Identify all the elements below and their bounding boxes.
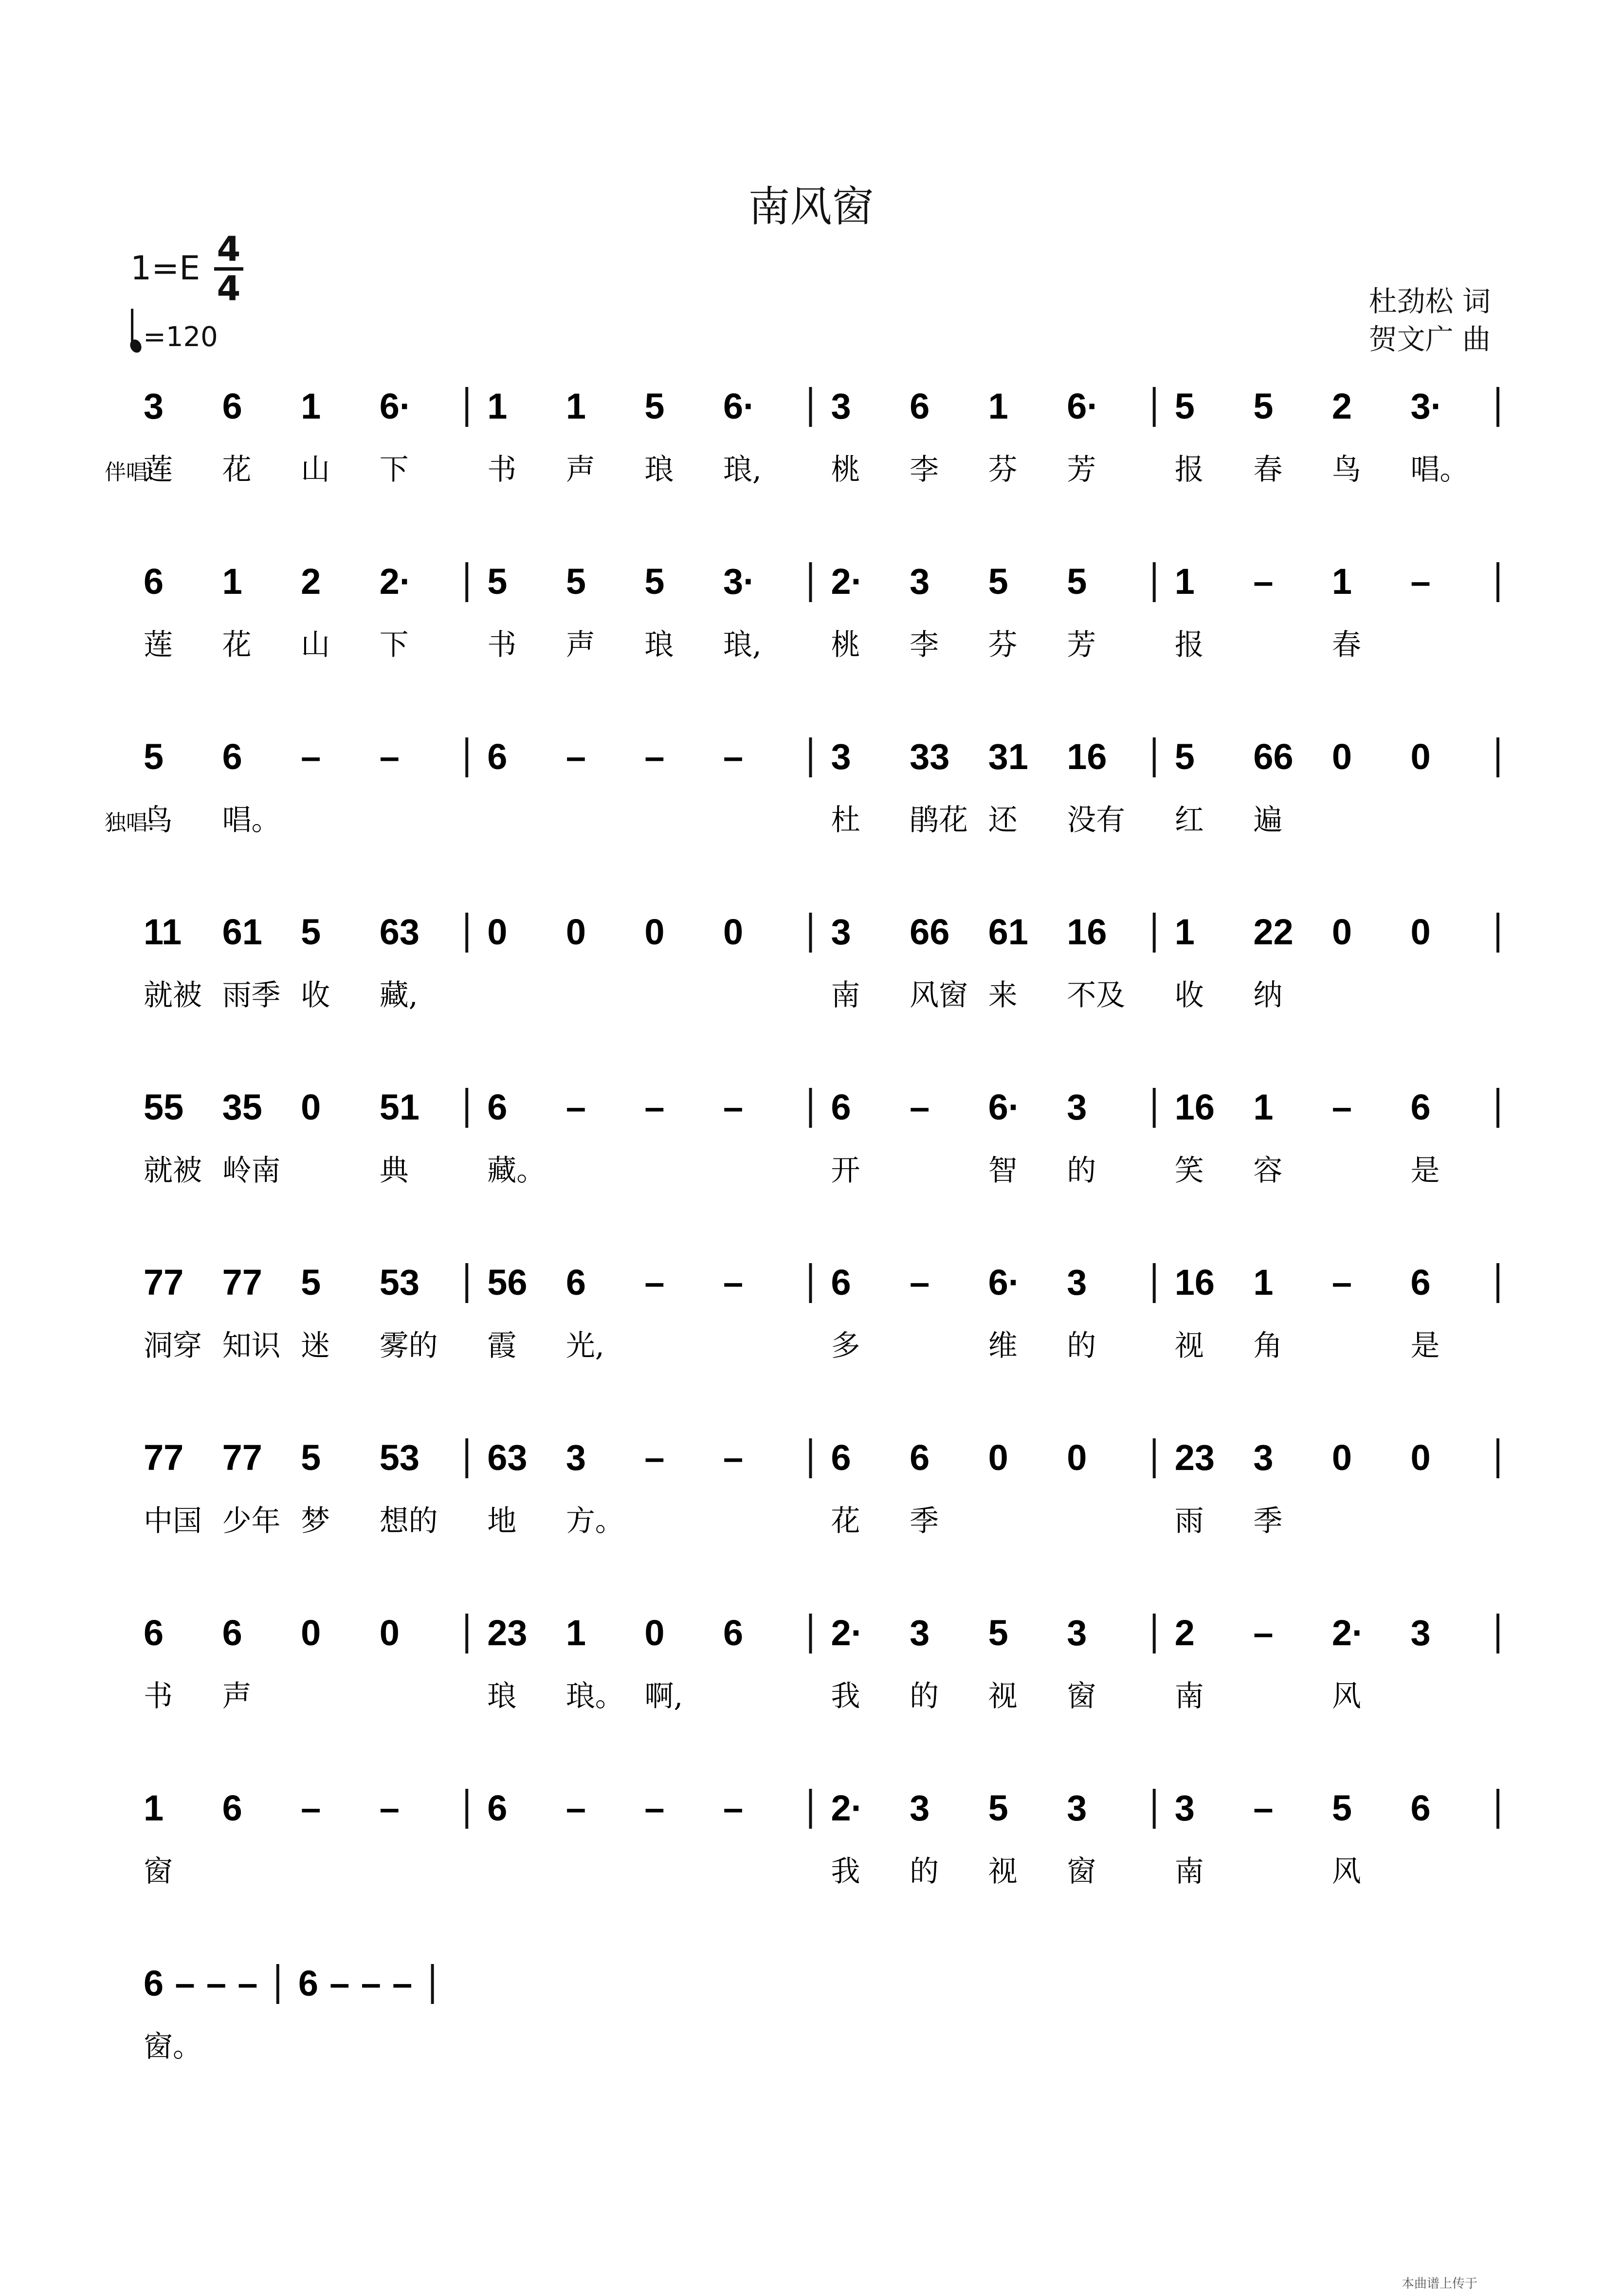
lyric: 鸟	[1331, 453, 1361, 487]
note: –	[910, 1262, 930, 1303]
note: –	[379, 736, 400, 777]
lyric: 藏。	[487, 1154, 546, 1188]
lyric: 报	[1174, 628, 1204, 662]
note: 5	[1067, 561, 1087, 602]
note: 1	[144, 1788, 164, 1828]
barline	[809, 387, 812, 427]
note: 33	[910, 736, 950, 777]
lyric: 我	[831, 1855, 860, 1889]
note: 16	[1067, 736, 1107, 777]
note: –	[1253, 561, 1274, 602]
note: 5	[301, 1437, 321, 1478]
note: 66	[1253, 736, 1294, 777]
note: 0	[301, 1613, 321, 1653]
composer-credit: 贺文广 曲	[1368, 323, 1491, 356]
lyric: 红	[1174, 803, 1204, 837]
note: 0	[1331, 1437, 1352, 1478]
lyric: 窗	[1067, 1855, 1096, 1889]
note: 2·	[1331, 1613, 1364, 1653]
lyric: 的	[1067, 1329, 1096, 1363]
note: 53	[379, 1437, 419, 1478]
barline	[1496, 737, 1499, 777]
lyric: 书	[487, 453, 517, 487]
note: 3	[831, 912, 851, 952]
voice-label: 独唱:	[105, 810, 155, 835]
note: 0	[1331, 912, 1352, 952]
lyric: 霞	[487, 1329, 517, 1363]
lyric: 杜	[831, 803, 860, 837]
note: 5	[301, 912, 321, 952]
barline	[465, 1614, 468, 1653]
lyric: 唱。	[1410, 453, 1469, 487]
note: 5	[301, 1262, 321, 1303]
note: –	[723, 1788, 744, 1828]
note: –	[392, 1963, 413, 2003]
note: 3	[1410, 1613, 1431, 1653]
note: –	[644, 1437, 665, 1478]
note: –	[1253, 1788, 1274, 1828]
note: 6·	[1067, 386, 1099, 426]
lyric: 花	[222, 628, 252, 662]
note: 6	[144, 561, 164, 602]
time-signature-top: 4	[217, 229, 241, 269]
note: 5	[988, 1613, 1008, 1653]
note: 5	[144, 736, 164, 777]
note: 3	[565, 1437, 586, 1478]
lyric: 光,	[565, 1329, 604, 1363]
barline	[1153, 387, 1156, 427]
note: 6	[487, 736, 508, 777]
lyric: 南	[1174, 1679, 1204, 1713]
note: –	[723, 1087, 744, 1127]
note: 0	[644, 1613, 665, 1653]
lyric: 想的	[379, 1504, 438, 1538]
note: 55	[144, 1087, 184, 1127]
note: 6	[144, 1613, 164, 1653]
lyric: 还	[988, 803, 1018, 837]
lyric: 梦	[301, 1504, 330, 1538]
lyric: 季	[910, 1504, 939, 1538]
note: 2·	[831, 561, 863, 602]
lyric: 迷	[301, 1329, 330, 1363]
barline	[809, 1263, 812, 1303]
note: 1	[487, 386, 508, 426]
note: 63	[487, 1437, 528, 1478]
note: 3	[831, 736, 851, 777]
note: 0	[988, 1437, 1008, 1478]
note: 1	[1174, 912, 1195, 952]
note: 3	[1067, 1788, 1087, 1828]
note: –	[1253, 1613, 1274, 1653]
barline	[1153, 737, 1156, 777]
note: 23	[1174, 1437, 1215, 1478]
note: 6	[565, 1262, 586, 1303]
note: 0	[644, 912, 665, 952]
note: 6	[144, 1963, 164, 2003]
note: 5	[988, 1788, 1008, 1828]
note: 3	[1253, 1437, 1274, 1478]
barline	[465, 913, 468, 953]
barline	[1153, 1263, 1156, 1303]
barline	[1496, 562, 1499, 602]
lyric: 雨	[1174, 1504, 1204, 1538]
note: 63	[379, 912, 419, 952]
lyric: 窗	[1067, 1679, 1096, 1713]
note: 6	[487, 1788, 508, 1828]
lyric: 藏,	[379, 978, 418, 1012]
barline	[465, 1438, 468, 1478]
note: –	[1331, 1262, 1352, 1303]
barline	[809, 737, 812, 777]
note: –	[301, 736, 321, 777]
lyric: 季	[1253, 1504, 1283, 1538]
lyric: 下	[379, 628, 409, 662]
lyric: 琅	[644, 628, 674, 662]
lyric: 纳	[1253, 978, 1283, 1012]
lyric: 窗	[144, 1855, 173, 1889]
note: 6	[831, 1087, 851, 1127]
barline	[465, 1088, 468, 1128]
lyric: 收	[301, 978, 330, 1012]
lyric: 雾的	[379, 1329, 438, 1363]
note: –	[644, 1262, 665, 1303]
lyric: 声	[565, 628, 595, 662]
note: 5	[1174, 386, 1195, 426]
lyric: 笑	[1174, 1154, 1204, 1188]
note: 2·	[831, 1788, 863, 1828]
note: 5	[1331, 1788, 1352, 1828]
note: 3	[910, 561, 930, 602]
barline	[809, 913, 812, 953]
barline	[1153, 1438, 1156, 1478]
lyric: 春	[1253, 453, 1283, 487]
note: 3	[144, 386, 164, 426]
lyric: 开	[831, 1154, 860, 1188]
barline	[1153, 1789, 1156, 1829]
lyric: 我	[831, 1679, 860, 1713]
lyric: 典	[379, 1154, 409, 1188]
note: 1	[1253, 1262, 1274, 1303]
barline	[1496, 1614, 1499, 1653]
lyric: 雨季	[222, 978, 281, 1012]
lyric: 维	[988, 1329, 1018, 1363]
lyricist-credit: 杜劲松 词	[1368, 285, 1491, 318]
barline	[809, 562, 812, 602]
note: 2	[301, 561, 321, 602]
lyric: 啊,	[644, 1679, 683, 1713]
voice-label: 伴唱:	[105, 460, 155, 485]
note: 6	[222, 1788, 242, 1828]
page-title: 南风窗	[748, 183, 874, 231]
note: 1	[301, 386, 321, 426]
barline	[1153, 1614, 1156, 1653]
lyric: 的	[910, 1855, 939, 1889]
lyric: 南	[831, 978, 860, 1012]
note: –	[361, 1963, 381, 2003]
lyric: 风	[1331, 1855, 1361, 1889]
note: 2·	[831, 1613, 863, 1653]
note: 6·	[988, 1087, 1021, 1127]
note: –	[723, 1262, 744, 1303]
note: –	[329, 1963, 350, 2003]
note: 5	[644, 561, 665, 602]
note: 5	[487, 561, 508, 602]
note: 6	[487, 1087, 508, 1127]
barline	[1153, 1088, 1156, 1128]
note: 6	[910, 1437, 930, 1478]
barline	[809, 1438, 812, 1478]
note: 0	[1410, 912, 1431, 952]
lyric: 书	[487, 628, 517, 662]
note: 3	[1067, 1262, 1087, 1303]
lyric: 的	[1067, 1154, 1096, 1188]
lyric: 李	[910, 453, 939, 487]
note: –	[644, 1087, 665, 1127]
note: 2	[1331, 386, 1352, 426]
lyric: 莲	[144, 453, 173, 487]
lyric: 视	[1174, 1329, 1204, 1363]
note: 0	[1067, 1437, 1087, 1478]
lyric: 报	[1174, 453, 1204, 487]
note: 6	[910, 386, 930, 426]
note: 31	[988, 736, 1028, 777]
note: –	[644, 1788, 665, 1828]
lyric: 李	[910, 628, 939, 662]
lyric: 琅	[644, 453, 674, 487]
lyric: 书	[144, 1679, 173, 1713]
lyric: 芳	[1067, 628, 1096, 662]
note: 5	[565, 561, 586, 602]
lyric: 声	[222, 1679, 252, 1713]
note: 0	[1410, 1437, 1431, 1478]
note: 6	[1410, 1788, 1431, 1828]
lyric: 莲	[144, 628, 173, 662]
note: –	[910, 1087, 930, 1127]
lyric: 收	[1174, 978, 1204, 1012]
note: 1	[1174, 561, 1195, 602]
lyric: 不及	[1067, 978, 1126, 1012]
barline	[465, 1789, 468, 1829]
note: –	[565, 1788, 586, 1828]
note: 56	[487, 1262, 528, 1303]
barline	[809, 1789, 812, 1829]
lyric: 春	[1331, 628, 1361, 662]
key-signature: 1=E	[130, 249, 200, 288]
note: 2	[1174, 1613, 1195, 1653]
note: 0	[565, 912, 586, 952]
lyric: 南	[1174, 1855, 1204, 1889]
lyric: 山	[301, 453, 330, 487]
lyric: 花	[222, 453, 252, 487]
note: 0	[1410, 736, 1431, 777]
note: –	[565, 1087, 586, 1127]
lyric: 风	[1331, 1679, 1361, 1713]
note: 6	[1410, 1262, 1431, 1303]
note: –	[565, 736, 586, 777]
note: –	[723, 1437, 744, 1478]
barline	[1496, 1789, 1499, 1829]
lyric: 芬	[988, 628, 1018, 662]
note: 6	[222, 736, 242, 777]
note: 35	[222, 1087, 262, 1127]
barline	[1153, 562, 1156, 602]
lyric: 窗。	[144, 2030, 202, 2064]
lyric: 是	[1410, 1329, 1440, 1363]
note: –	[175, 1963, 195, 2003]
note: 61	[988, 912, 1028, 952]
lyric: 岭南	[222, 1154, 281, 1188]
lyric: 风窗	[910, 978, 968, 1012]
note: 77	[222, 1262, 262, 1303]
note: 3	[1174, 1788, 1195, 1828]
lyric: 桃	[831, 628, 860, 662]
lyric: 桃	[831, 453, 860, 487]
barline	[276, 1964, 279, 2004]
note: 3	[910, 1613, 930, 1653]
note: –	[1331, 1087, 1352, 1127]
lyric: 没有	[1067, 803, 1126, 837]
note: 6	[723, 1613, 744, 1653]
lyric: 的	[910, 1679, 939, 1713]
note: –	[379, 1788, 400, 1828]
lyric: 智	[988, 1154, 1018, 1188]
note: 51	[379, 1087, 419, 1127]
note: 1	[1253, 1087, 1274, 1127]
lyric: 琅,	[723, 453, 762, 487]
lyric: 是	[1410, 1154, 1440, 1188]
lyric: 方。	[565, 1504, 624, 1538]
time-signature-bottom: 4	[217, 269, 241, 309]
note: 77	[222, 1437, 262, 1478]
lyric: 琅。	[565, 1679, 624, 1713]
lyric: 洞穿	[144, 1329, 202, 1363]
note: 6·	[379, 386, 412, 426]
note: 61	[222, 912, 262, 952]
note: –	[644, 736, 665, 777]
note: 3·	[723, 561, 755, 602]
note: 6	[831, 1437, 851, 1478]
note: 6	[831, 1262, 851, 1303]
barline	[1496, 1088, 1499, 1128]
note: 0	[1331, 736, 1352, 777]
lyric: 知识	[222, 1329, 281, 1363]
lyric: 来	[988, 978, 1018, 1012]
lyric: 琅,	[723, 628, 762, 662]
lyric: 遍	[1253, 803, 1283, 837]
lyric: 琅	[487, 1679, 517, 1713]
barline	[809, 1088, 812, 1128]
lyric: 视	[988, 1855, 1018, 1889]
watermark-text: 本曲谱上传于	[1402, 2277, 1478, 2291]
note: 0	[301, 1087, 321, 1127]
lyric: 唱。	[222, 803, 281, 837]
barline	[465, 737, 468, 777]
note: 6	[298, 1963, 318, 2003]
note: 3·	[1410, 386, 1443, 426]
lyric: 容	[1253, 1154, 1283, 1188]
note: 3	[910, 1788, 930, 1828]
note: 0	[487, 912, 508, 952]
note: –	[206, 1963, 227, 2003]
barline	[465, 562, 468, 602]
note: 0	[723, 912, 744, 952]
note: 16	[1174, 1262, 1215, 1303]
barline	[1496, 1263, 1499, 1303]
tempo-value: =120	[143, 321, 218, 353]
lyric: 视	[988, 1679, 1018, 1713]
note: 11	[144, 912, 182, 952]
lyric: 山	[301, 628, 330, 662]
note: 77	[144, 1262, 184, 1303]
note: 2·	[379, 561, 412, 602]
note: 77	[144, 1437, 184, 1478]
lyric: 中国	[144, 1504, 202, 1538]
note: 5	[644, 386, 665, 426]
note: 1	[988, 386, 1008, 426]
note: 16	[1174, 1087, 1215, 1127]
note: –	[723, 736, 744, 777]
note: 5	[1174, 736, 1195, 777]
lyric: 鹃花	[910, 803, 968, 837]
note: –	[301, 1788, 321, 1828]
barline	[431, 1964, 434, 2004]
note: 53	[379, 1262, 419, 1303]
note: 6·	[988, 1262, 1021, 1303]
lyric: 多	[831, 1329, 860, 1363]
note: 66	[910, 912, 950, 952]
lyric: 芳	[1067, 453, 1096, 487]
lyric: 声	[565, 453, 595, 487]
lyric: 角	[1253, 1329, 1283, 1363]
note: 6	[222, 1613, 242, 1653]
note: 3	[1067, 1613, 1087, 1653]
barline	[1496, 1438, 1499, 1478]
lyric: 花	[831, 1504, 860, 1538]
lyric: 芬	[988, 453, 1018, 487]
note: 3	[1067, 1087, 1087, 1127]
barline	[465, 1263, 468, 1303]
note: 0	[379, 1613, 400, 1653]
note: 1	[565, 1613, 586, 1653]
note: 1	[565, 386, 586, 426]
barline	[465, 387, 468, 427]
note: 1	[222, 561, 242, 602]
lyric: 就被	[144, 1154, 202, 1188]
lyric: 鸟	[144, 803, 173, 837]
barline	[1496, 387, 1499, 427]
note: 5	[988, 561, 1008, 602]
barline	[809, 1614, 812, 1653]
note: 22	[1253, 912, 1294, 952]
lyric: 地	[487, 1504, 517, 1538]
note: 23	[487, 1613, 528, 1653]
lyric: 下	[379, 453, 409, 487]
lyric: 就被	[144, 978, 202, 1012]
note: 6	[1410, 1087, 1431, 1127]
note: 6	[222, 386, 242, 426]
lyric: 少年	[222, 1504, 281, 1538]
note: 6·	[723, 386, 755, 426]
note: 1	[1331, 561, 1352, 602]
barline	[1496, 913, 1499, 953]
barline	[1153, 913, 1156, 953]
note: –	[1410, 561, 1431, 602]
note: 3	[831, 386, 851, 426]
note: 5	[1253, 386, 1274, 426]
note: –	[237, 1963, 258, 2003]
note: 16	[1067, 912, 1107, 952]
